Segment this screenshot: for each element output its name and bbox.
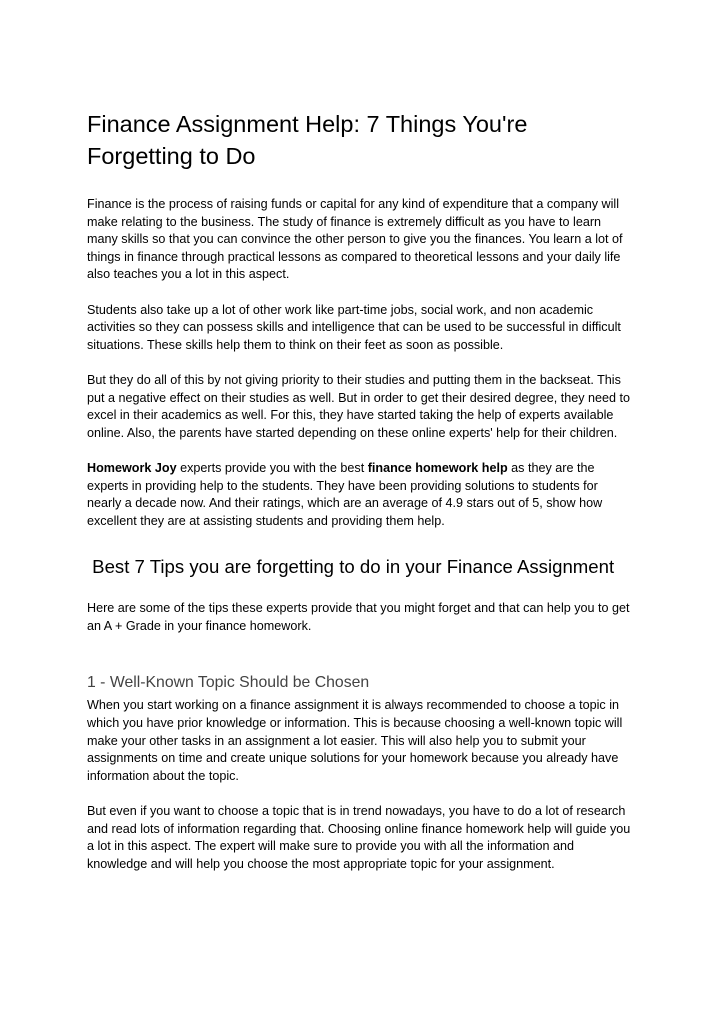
- paragraph-text: experts provide you with the best: [176, 460, 368, 475]
- students-paragraph: Students also take up a lot of other work like part-time jobs, social work, and non academic activities so they can possess skills and intelligence that can be used to be successful in difficult situations. These skills help them to think on their feet as soon as possible.: [87, 302, 621, 352]
- paragraph-text: as they are the experts in providing help to the students. They have been providing solutions to students for nearly a decade now. And their ratings, which are an average of 4.9 stars out of 5, show how excellent they are at assisting students and providing them help.: [87, 460, 603, 528]
- document-title: Finance Assignment Help: 7 Things You're Forgetting to Do: [87, 111, 528, 169]
- document-body: [87, 108, 635, 891]
- tip-1-paragraph: When you start working on a finance assignment it is always recommended to choose a topic in which you have prior knowledge or information. This is because choosing a well-known topic will make your other tasks in an assignment a lot easier. This will also help you to submit your assignments on time and create unique solutions for your homework because you already have information about the topic.: [87, 698, 623, 783]
- subsection-heading-tip-1: 1 - Well-Known Topic Should be Chosen: [87, 674, 370, 692]
- tip-1-followup-paragraph: But even if you want to choose a topic that is in trend nowadays, you have to do a lot of research and read lots of information regarding that. Choosing online finance homework help will guide you a lot in this aspect. The expert will make sure to provide you with all the information and knowledge and will help you choose the most appropriate topic for your assignment.: [87, 804, 631, 871]
- section-heading-tips: Best 7 Tips you are forgetting to do in your Finance Assignment: [87, 556, 615, 578]
- intro-paragraph: Finance is the process of raising funds or capital for any kind of expenditure that a company will make relating to the business. The study of finance is extremely difficult as you have to learn many skills so that you can convince the other person to give you the finances. You learn a lot of things in finance through practical lessons as compared to theoretical lessons and your daily life also teaches you a lot in this aspect.: [87, 197, 623, 282]
- tips-intro-paragraph: Here are some of the tips these experts provide that you might forget and that can help you to get an A + Grade in your finance homework.: [87, 601, 630, 633]
- homework-joy-brand: Homework Joy: [87, 460, 177, 475]
- finance-homework-help-keyword: finance homework help: [367, 460, 508, 475]
- homework-joy-paragraph: [87, 460, 635, 530]
- priority-paragraph: But they do all of this by not giving priority to their studies and putting them in the backseat. This put a negative effect on their studies as well. But in order to get their desired degree, they need to excel in their academics as well. For this, they have started taking the help of experts available online. Also, the parents have started depending on these online experts' help for their children.: [87, 372, 631, 440]
